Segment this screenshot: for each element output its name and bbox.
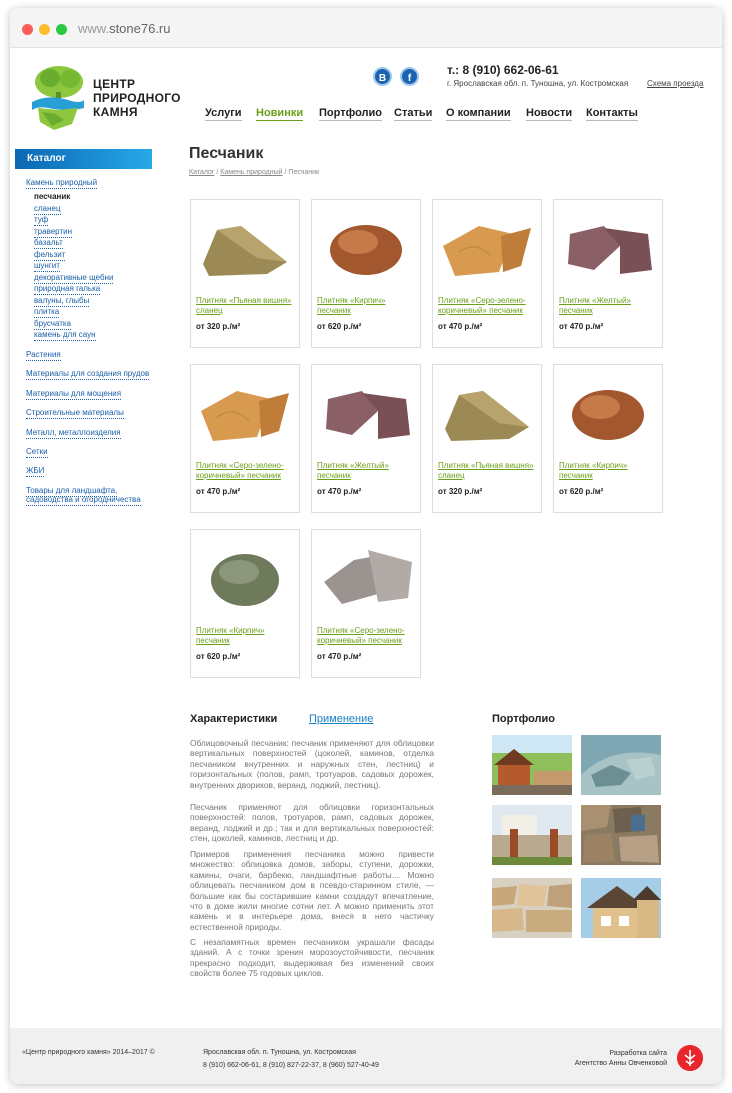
brand-line-1: ЦЕНТР <box>93 77 136 91</box>
portfolio-title: Портфолио <box>492 713 555 725</box>
sidebar-item-garden-2[interactable]: садоводства и огородничества <box>26 495 141 504</box>
sidebar-sub-item[interactable]: камень для саун <box>34 330 96 339</box>
product-name-line-2: песчаник <box>196 636 230 645</box>
footer-address: Ярославская обл. п. Туношна, ул. Костромская <box>203 1049 356 1056</box>
product-card[interactable] <box>190 199 300 348</box>
sidebar-item-plants[interactable]: Растения <box>26 350 61 359</box>
product-name-line-1: Плитняк «Кирпич» <box>559 461 628 470</box>
description-paragraph: Облицовочный песчаник: песчаник применяют для облицовки вертикальных поверхностей (цоколей, каминов, отделка песчаником внутренних и наружных стен, лестниц) и горизонтальных (полов, рамп, тротуаров, садовых дорожек, внутренних двориков, веранд, лоджий, лестниц). <box>190 738 434 790</box>
header-phone: т.: 8 (910) 662-06-61 <box>447 63 559 77</box>
logo-icon[interactable] <box>28 64 88 132</box>
product-name-line-1: Плитняк «Желтый» <box>317 461 389 470</box>
browser-window <box>10 8 722 1084</box>
nav-new[interactable]: Новинки <box>256 107 304 119</box>
footer-developer-line-2: Агентство Анны Овченковой <box>574 1060 667 1067</box>
stone-image-icon[interactable] <box>560 212 656 284</box>
sidebar-group-natural-stone[interactable]: Камень природный <box>26 178 98 187</box>
product-name-line-2: коричневый» песчаник <box>438 306 523 315</box>
product-price: от 470 р./м² <box>317 652 362 661</box>
nav-about[interactable]: О компании <box>446 107 511 119</box>
minimize-window-button[interactable] <box>39 24 50 35</box>
product-card[interactable] <box>190 529 300 678</box>
brand-line-2: ПРИРОДНОГО <box>93 91 181 105</box>
sidebar-sub-item[interactable]: фельзит <box>34 249 66 259</box>
product-name[interactable] <box>317 296 421 316</box>
sidebar-item-nets[interactable]: Сетки <box>26 447 48 456</box>
sidebar-item-building[interactable]: Строительные материалы <box>26 408 124 417</box>
page-title: Песчаник <box>189 145 264 162</box>
breadcrumb-catalog[interactable]: Каталог <box>189 169 215 176</box>
portfolio-photo-house-fence[interactable] <box>492 735 572 795</box>
product-price: от 470 р./м² <box>438 322 483 331</box>
product-price: от 470 р./м² <box>317 487 362 496</box>
sidebar-item-garden[interactable]: Товары для ландшафта, <box>26 486 118 495</box>
product-name-line-1: Плитняк «Пьяная вишня» <box>438 461 534 470</box>
product-price: от 320 р./м² <box>196 322 241 331</box>
route-map-link[interactable]: Схема проезда <box>647 79 704 88</box>
stone-image-icon[interactable] <box>318 212 414 284</box>
product-name-line-2: песчаник <box>317 306 351 315</box>
product-name-line-2: песчаник <box>559 306 593 315</box>
tab-application[interactable]: Применение <box>309 713 374 725</box>
stone-image-icon[interactable] <box>560 377 656 449</box>
product-name-line-1: Плитняк «Кирпич» <box>196 626 265 635</box>
stone-image-icon[interactable] <box>439 212 535 284</box>
product-price: от 470 р./м² <box>559 322 604 331</box>
sidebar-sub-item[interactable]: травертин <box>34 226 72 236</box>
brand-name[interactable] <box>93 77 181 119</box>
product-name-line-1: Плитняк «Желтый» <box>559 296 631 305</box>
catalog-header: Каталог <box>15 149 152 169</box>
product-name-line-1: Плитняк «Серо-зелено- <box>317 626 405 635</box>
sidebar-item-paving[interactable]: Материалы для мощения <box>26 389 122 398</box>
sidebar-item-metal[interactable]: Металл, металлоизделия <box>26 428 121 437</box>
nav-news[interactable]: Новости <box>526 107 573 119</box>
product-name-line-1: Плитняк «Пьяная вишня» <box>196 296 292 305</box>
product-name[interactable] <box>317 461 421 481</box>
breadcrumb-natural-stone[interactable]: Камень природный <box>220 169 283 176</box>
product-card[interactable] <box>311 529 421 678</box>
sidebar-sub-item[interactable]: песчаник <box>34 192 71 201</box>
portfolio-photo-stone-wall-light[interactable] <box>492 878 572 938</box>
browser-toolbar <box>10 8 722 48</box>
footer-developer[interactable] <box>575 1049 667 1069</box>
sidebar-sub-item[interactable]: базальт <box>34 238 63 247</box>
tab-characteristics[interactable]: Характеристики <box>190 713 278 725</box>
product-card[interactable] <box>432 199 542 348</box>
product-price: от 470 р./м² <box>196 487 241 496</box>
stone-image-icon[interactable] <box>197 377 293 449</box>
stone-image-icon[interactable] <box>439 377 535 449</box>
stone-image-icon[interactable] <box>318 542 414 614</box>
address-bar[interactable] <box>78 21 171 36</box>
nav-portfolio[interactable]: Портфолио <box>319 107 382 119</box>
breadcrumb-current: Песчаник <box>288 169 320 176</box>
product-name-line-2: песчаник <box>317 471 351 480</box>
portfolio-photo-brick-fence[interactable] <box>492 805 572 865</box>
sidebar-sub-item[interactable]: плитка <box>34 307 60 316</box>
stone-image-icon[interactable] <box>318 377 414 449</box>
vk-icon[interactable]: B <box>373 67 392 86</box>
footer-copyright: «Центр природного камня» 2014–2017 © <box>22 1049 155 1056</box>
product-card[interactable] <box>553 364 663 513</box>
description-paragraph: Песчаник применяют для облицовки горизонтальных поверхностей: полов, тротуаров, рамп, садовых дорожек, веранд, лоджий и др.; так и для вертикальных поверхностей: стен, цоколей, каминов, лестниц и др. <box>190 802 434 844</box>
product-price: от 320 р./м² <box>438 487 483 496</box>
product-card[interactable] <box>432 364 542 513</box>
footer-phones: 8 (910) 662-06-61, 8 (910) 827-22-37, 8 (960) 527-40-49 <box>203 1062 379 1069</box>
header-address: г. Ярославская обл. п. Туношна, ул. Костромская <box>447 79 629 88</box>
product-price: от 620 р./м² <box>196 652 241 661</box>
description-paragraph: С незапамятных времен песчаником украшали фасады зданий. А с точки зрения морозоустойчивости, песчаник прекрасно подходит, выдерживая без изменений своих свойств более 75 годовых циклов. <box>190 937 434 979</box>
product-name-line-1: Плитняк «Серо-зелено- <box>438 296 526 305</box>
product-price: от 620 р./м² <box>317 322 362 331</box>
sidebar-sub-item[interactable]: брусчатка <box>34 318 71 328</box>
facebook-icon[interactable]: f <box>400 67 419 86</box>
product-card[interactable] <box>311 364 421 513</box>
url-domain: stone76.ru <box>109 21 171 36</box>
product-name[interactable] <box>559 461 663 481</box>
product-name-line-2: песчаник <box>559 471 593 480</box>
sidebar-sub-item[interactable]: декоративные щебни <box>34 272 114 282</box>
product-name[interactable] <box>438 461 542 481</box>
portfolio-photo-stone-facade[interactable] <box>581 805 661 865</box>
sidebar-item-concrete[interactable]: ЖБИ <box>26 466 45 475</box>
stone-image-icon[interactable] <box>197 212 293 284</box>
product-price: от 620 р./м² <box>559 487 604 496</box>
product-name[interactable] <box>438 296 542 316</box>
sidebar-sub-item[interactable]: туф <box>34 215 49 224</box>
product-name-line-2: сланец <box>196 306 223 315</box>
maximize-window-button[interactable] <box>56 24 67 35</box>
product-name[interactable] <box>317 626 421 646</box>
product-name-line-2: коричневый» песчаник <box>317 636 402 645</box>
sidebar-sub-item[interactable]: сланец <box>34 203 61 213</box>
sidebar-sub-item[interactable]: шунгит <box>34 261 60 270</box>
product-name-line-1: Плитняк «Кирпич» <box>317 296 386 305</box>
product-name[interactable] <box>559 296 663 316</box>
portfolio-photo-stone-wall[interactable] <box>581 735 661 795</box>
sidebar-sub-item[interactable]: валуны, глыбы <box>34 295 90 305</box>
product-name-line-2: коричневый» песчаник <box>196 471 281 480</box>
brand-line-3: КАМНЯ <box>93 105 138 119</box>
nav-articles[interactable]: Статьи <box>394 107 433 119</box>
product-card[interactable] <box>190 364 300 513</box>
nav-contacts[interactable]: Контакты <box>586 107 638 119</box>
footer-developer-line-1: Разработка сайта <box>609 1050 667 1057</box>
product-card[interactable] <box>311 199 421 348</box>
nav-services[interactable]: Услуги <box>205 107 242 119</box>
product-name-line-1: Плитняк «Серо-зелено- <box>196 461 284 470</box>
agency-logo-icon[interactable] <box>677 1045 703 1071</box>
product-card[interactable] <box>553 199 663 348</box>
sidebar-item-ponds[interactable]: Материалы для создания прудов <box>26 369 150 378</box>
stone-image-icon[interactable] <box>197 542 293 614</box>
breadcrumb: Каталог / Камень природный / Песчаник <box>189 169 320 176</box>
url-prefix: www. <box>78 21 110 36</box>
product-name[interactable] <box>196 296 300 316</box>
product-name-line-2: сланец <box>438 471 465 480</box>
product-name[interactable] <box>196 461 300 481</box>
description-paragraph: Примеров применения песчаника можно привести множество: облицовка домов, заборы, ступени, дорожки, камины, очаги, барбекю, ландшафтные работы.... Можно облицевать песчаником дом в псевдо-старинном стиле, — большие как бы состарившие камни создадут впечатление, что в доме жили многие сотни лет. А можно применить этот камень и в интерьере дома, внеся в него частичку естественной природы. <box>190 849 434 932</box>
close-window-button[interactable] <box>22 24 33 35</box>
portfolio-photo-house-roof[interactable] <box>581 878 661 938</box>
product-name[interactable] <box>196 626 300 646</box>
sidebar-sub-item[interactable]: природная галька <box>34 284 101 293</box>
